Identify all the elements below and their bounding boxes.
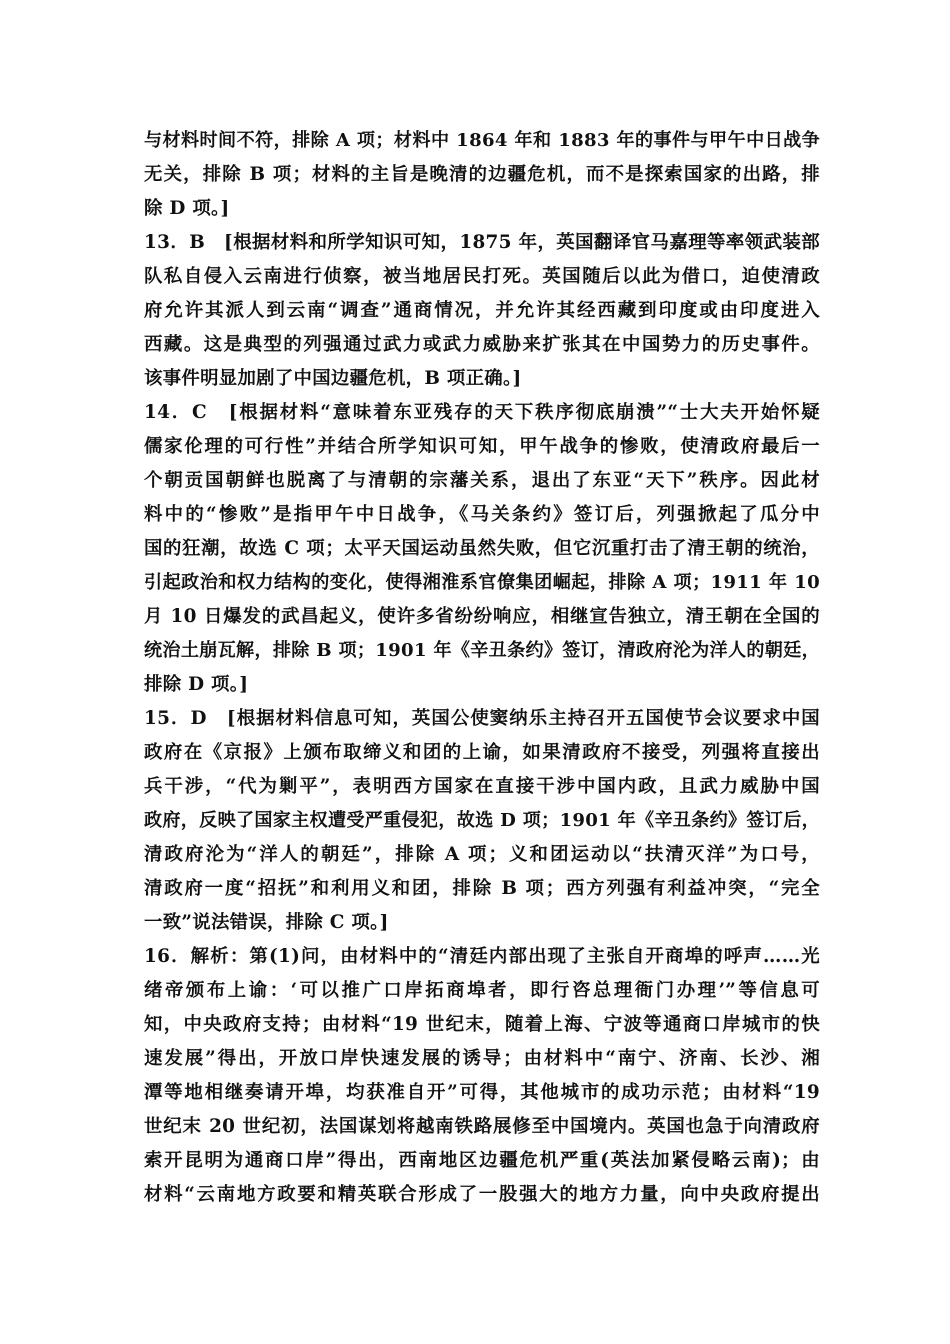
text-line: 索开昆明为通商口岸”得出，西南地区边疆危机严重(英法加紧侵略云南)；由 (144, 1150, 820, 1171)
text-line: 统治土崩瓦解，排除 B 项；1901 年《辛丑条约》签订，清政府沦为洋人的朝廷， (144, 640, 820, 661)
question-16-analysis: 16．解析：第(1)问，由材料中的“清廷内部出现了主张自开商埠的呼声……光 (144, 946, 820, 967)
text-line: 料中的“惨败”是指甲午中日战争，《马关条约》签订后，列强掀起了瓜分中 (144, 504, 820, 525)
text-line: 绪帝颁布上谕：‘可以推广口岸拓商埠者，即行咨总理衙门办理’”等信息可 (144, 980, 820, 1001)
text-line: 政府在《京报》上颁布取缔义和团的上谕，如果清政府不接受，列强将直接出 (144, 742, 820, 763)
text-line: 除 D 项。] (144, 198, 230, 219)
text-line: 世纪末 20 世纪初，法国谋划将越南铁路展修至中国境内。英国也急于向清政府 (144, 1116, 820, 1137)
question-13-answer: 13．B [根据材料和所学知识可知，1875 年，英国翻译官马嘉理等率领武装部 (144, 232, 820, 253)
text-line: 排除 D 项。] (144, 674, 249, 695)
text-line: 西藏。这是典型的列强通过武力或武力威胁来扩张其在中国势力的历史事件。 (144, 334, 820, 355)
text-line: 儒家伦理的可行性”并结合所学知识可知，甲午战争的惨败，使清政府最后一 (144, 436, 820, 457)
text-line: 清政府沦为“洋人的朝廷”，排除 A 项；义和团运动以“扶清灭洋”为口号， (144, 844, 820, 865)
text-line: 清政府一度“招抚”和利用义和团，排除 B 项；西方列强有利益冲突，“完全 (144, 878, 820, 899)
text-line: 该事件明显加剧了中国边疆危机，B 项正确。] (144, 368, 522, 389)
question-15-answer: 15．D [根据材料信息可知，英国公使窦纳乐主持召开五国使节会议要求中国 (144, 708, 820, 729)
text-line: 国的狂潮，故选 C 项；太平天国运动虽然失败，但它沉重打击了清王朝的统治， (144, 538, 820, 559)
text-line: 个朝贡国朝鲜也脱离了与清朝的宗藩关系，退出了东亚“天下”秩序。因此材 (144, 470, 820, 491)
text-line: 府允许其派人到云南“调查”通商情况，并允许其经西藏到印度或由印度进入 (144, 300, 820, 321)
text-line: 兵干涉，“代为剿平”，表明西方国家在直接干涉中国内政，且武力威胁中国 (144, 776, 820, 797)
question-14-answer: 14．C [根据材料“意味着东亚残存的天下秩序彻底崩溃”“士大夫开始怀疑 (144, 402, 820, 423)
text-line: 知，中央政府支持；由材料“19 世纪末，随着上海、宁波等通商口岸城市的快 (144, 1014, 820, 1035)
text-line: 引起政治和权力结构的变化，使得湘淮系官僚集团崛起，排除 A 项；1911 年 10 (144, 572, 820, 593)
text-line: 一致”说法错误，排除 C 项。] (144, 912, 389, 933)
text-line: 与材料时间不符，排除 A 项；材料中 1864 年和 1883 年的事件与甲午中日战争 (144, 130, 820, 151)
answer-explanation-text (144, 124, 820, 1212)
text-line: 材料“云南地方政要和精英联合形成了一股强大的地方力量，向中央政府提出 (144, 1184, 820, 1205)
text-line: 政府，反映了国家主权遭受严重侵犯，故选 D 项；1901 年《辛丑条约》签订后， (144, 810, 820, 831)
text-line: 月 10 日爆发的武昌起义，使许多省纷纷响应，相继宣告独立，清王朝在全国的 (144, 606, 820, 627)
text-line: 速发展”得出，开放口岸快速发展的诱导；由材料中“南宁、济南、长沙、湘 (144, 1048, 820, 1069)
text-line: 潭等地相继奏请开埠，均获准自开”可得，其他城市的成功示范；由材料“19 (144, 1082, 820, 1103)
text-line: 队私自侵入云南进行侦察，被当地居民打死。英国随后以此为借口，迫使清政 (144, 266, 820, 287)
text-line: 无关，排除 B 项；材料的主旨是晚清的边疆危机，而不是探索国家的出路，排 (144, 164, 820, 185)
